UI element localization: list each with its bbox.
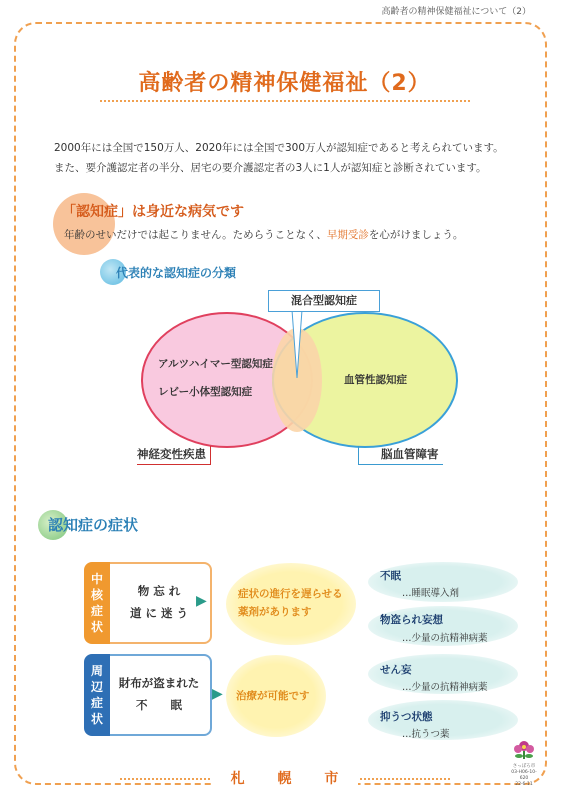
peripheral-tab-char: 辺 — [90, 680, 103, 694]
neurodegenerative-category: 神経変性疾患 — [137, 446, 211, 465]
med-desc: …少量の抗精神病薬 — [402, 633, 488, 644]
core-symptom-line: 物 忘 れ — [137, 584, 181, 598]
peripheral-tab-char: 状 — [90, 712, 103, 726]
peripheral-tab-char: 周 — [90, 664, 103, 678]
venn-diagram — [140, 300, 460, 460]
section1-highlight: 早期受診 — [326, 229, 369, 241]
intro-line-2: また、要介護認定者の半分、居宅の要介護認定者の3人に1人が認知症と診断されています。 — [54, 162, 487, 174]
core-tab-char: 核 — [90, 588, 103, 602]
med-desc: …抗うつ薬 — [402, 729, 450, 740]
core-symptom-line: 道 に 迷 う — [129, 606, 188, 620]
med-desc: …睡眠導入剤 — [402, 588, 460, 599]
med-desc: …少量の抗精神病薬 — [402, 682, 488, 693]
footer-city — [0, 768, 569, 788]
peripheral-symptom-line: 不 眠 — [136, 698, 182, 712]
classification-title: 代表的な認知症の分類 — [116, 266, 237, 280]
intro-line-1: 2000年には全国で150万人、2020年には全国で300万人が認知症であると考えられています。 — [54, 142, 504, 154]
page-title: 高齢者の精神保健福祉（2） — [138, 71, 431, 96]
core-symptoms-tab — [84, 562, 110, 644]
section1-title: 「認知症」は身近な病気です — [62, 204, 244, 220]
mixed-type-label: 混合型認知症 — [268, 290, 380, 312]
vascular-label: 血管性認知症 — [344, 374, 407, 386]
core-result-line: 薬剤があります — [238, 606, 312, 618]
core-result-line: 症状の進行を遅らせる — [238, 588, 343, 600]
peripheral-result-text: 治療が可能です — [236, 690, 310, 702]
core-tab-char: 症 — [90, 604, 103, 618]
lewy-label: レビー小体型認知症 — [158, 386, 253, 398]
header-note: 高齢者の精神保健福祉について（2） — [381, 7, 531, 17]
peripheral-tab-char: 症 — [90, 696, 103, 710]
footer-city-text: 札 幌 市 — [211, 771, 359, 787]
logo-text-1: さっぽろ市 — [512, 764, 536, 769]
symptoms-title: 認知症の症状 — [48, 516, 139, 534]
title-underline — [100, 100, 470, 102]
med-title: 不眠 — [380, 570, 401, 582]
cerebrovascular-category: 脳血管障害 — [358, 446, 443, 465]
alzheimer-label: アルツハイマー型認知症 — [158, 358, 273, 370]
logo-text-3: 22-6-11 — [515, 782, 533, 787]
med-title: 抑うつ状態 — [380, 711, 433, 723]
core-result-text — [238, 585, 343, 621]
core-arrow-icon: ▶ — [196, 593, 207, 609]
intro-text — [54, 138, 504, 178]
med-title: せん妄 — [380, 664, 412, 676]
peripheral-symptom-line: 財布が盗まれた — [118, 676, 200, 690]
peripheral-symptoms-text — [114, 672, 204, 716]
peripheral-arrow-icon: ▶ — [212, 686, 223, 702]
section1-body-start: 年齢のせいだけでは起こりません。ためらうことなく、 — [64, 229, 327, 241]
core-tab-char: 中 — [90, 572, 103, 586]
logo-text-2: 03-H06-10-620 — [511, 770, 537, 781]
flower-icon — [508, 738, 540, 760]
core-tab-char: 状 — [90, 620, 103, 634]
peripheral-symptoms-tab — [84, 654, 110, 736]
section1-body-end: を心がけましょう。 — [368, 229, 464, 241]
section1-body — [64, 227, 463, 242]
core-symptoms-text — [114, 580, 204, 624]
med-title: 物盗られ妄想 — [380, 614, 443, 626]
